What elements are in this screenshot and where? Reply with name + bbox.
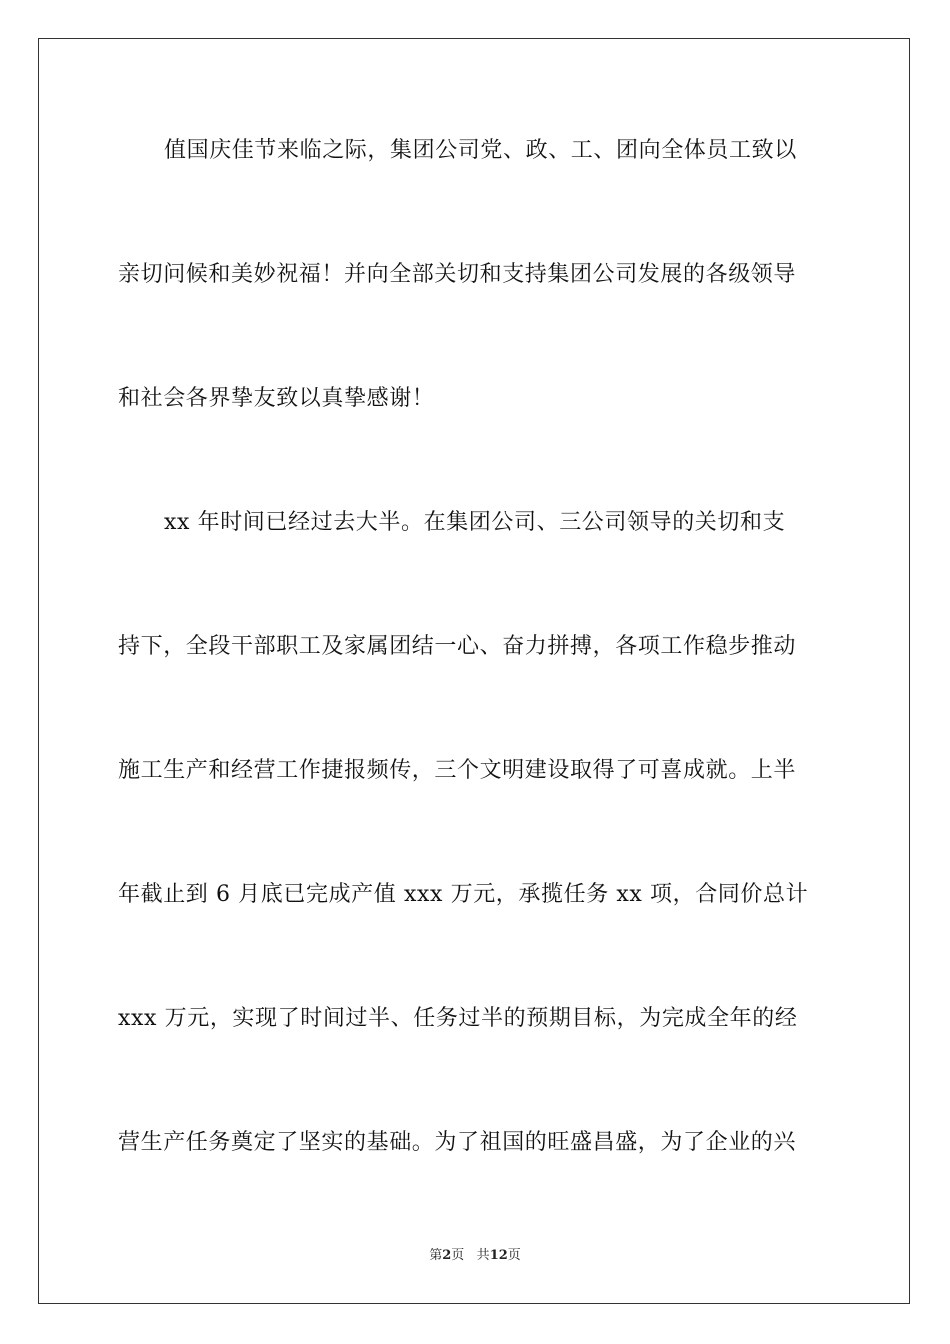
- total-suffix: 页: [507, 1248, 521, 1263]
- body-line-1: 值国庆佳节来临之际，集团公司党、政、工、团向全体员工致以: [164, 138, 797, 163]
- body-line-9: 营生产任务奠定了坚实的基础。为了祖国的旺盛昌盛，为了企业的兴: [118, 1130, 797, 1155]
- body-line-6: 施工生产和经营工作捷报频传，三个文明建设取得了可喜成就。上半: [118, 758, 797, 783]
- body-line-8: xxx 万元，实现了时间过半、任务过半的预期目标，为完成全年的经: [118, 1006, 798, 1031]
- body-line-4: xx 年时间已经过去大半。在集团公司、三公司领导的关切和支: [164, 510, 786, 535]
- total-pages-number: 12: [489, 1248, 508, 1263]
- body-line-7: 年截止到 6 月底已完成产值 xxx 万元，承揽任务 xx 项，合同价总计: [118, 882, 809, 907]
- page-border: [38, 38, 910, 1304]
- page-footer: [0, 1247, 950, 1265]
- current-page-number: 2: [442, 1248, 452, 1263]
- body-line-3: 和社会各界挚友致以真挚感谢！: [118, 386, 435, 411]
- total-prefix: 共: [476, 1248, 490, 1263]
- page-prefix: 第: [429, 1248, 443, 1263]
- body-line-2: 亲切问候和美妙祝福！并向全部关切和支持集团公司发展的各级领导: [118, 262, 797, 287]
- body-line-5: 持下，全段干部职工及家属团结一心、奋力拼搏，各项工作稳步推动: [118, 634, 797, 659]
- page-suffix: 页: [451, 1248, 465, 1263]
